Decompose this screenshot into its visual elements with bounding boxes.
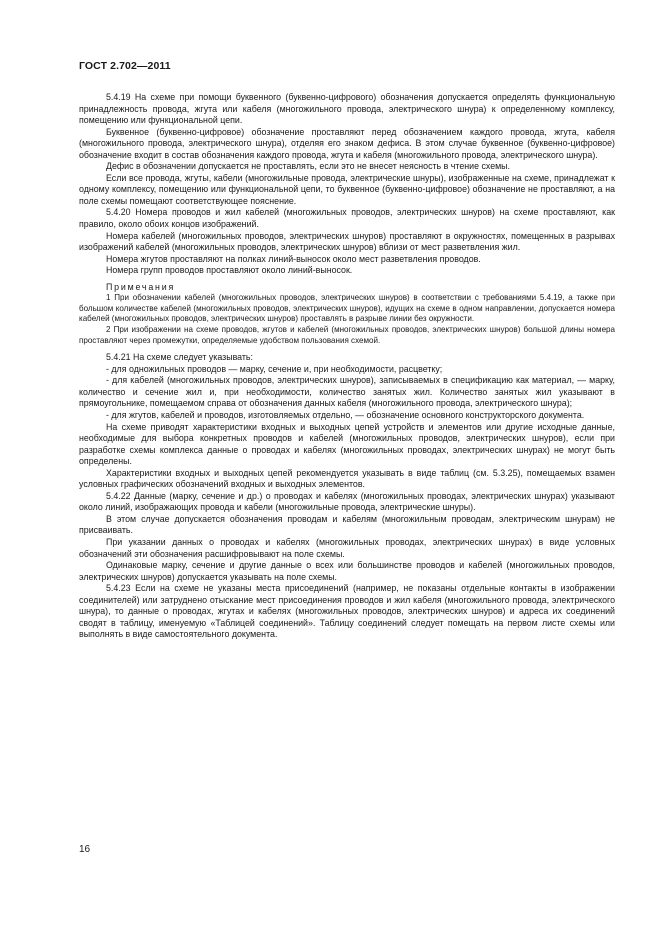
body-paragraph: В этом случае допускается обозначения проводам и кабелям (многожильным проводам, электрическим шнурам) не присваивать. — [79, 513, 615, 536]
body-paragraph: Если все провода, жгуты, кабели (многожильные провода, электрические шнуры), изображенные на схеме, принадлежат к одному комплексу, помещению или функциональной цепи, то буквенное (буквенно-цифровое) обозначение не проставляют, а на поле схемы помещают соответствующее пояснение. — [79, 172, 615, 206]
body-paragraph: При указании данных о проводах и кабелях (многожильных проводах, электрических шнурах) в виде условных обозначений эти обозначения расшифровывают на поле схемы. — [79, 537, 615, 559]
body-paragraph: Дефис в обозначении допускается не проставлять, если это не внесет неясность в чтение схемы. — [106, 161, 511, 172]
body-paragraph: Номера кабелей (многожильных проводов, электрических шнуров) проставляют в окружностях, помещенных в разрывах изображений кабелей (многожильных проводов, электрических шнуров) вблизи от мест разветвления жил. — [79, 230, 615, 253]
notes-title: Примечания — [106, 281, 176, 292]
list-item: - для жгутов, кабелей и проводов, изготовляемых отдельно, — обозначение основного конструкторского документа. — [106, 410, 585, 420]
document-header: ГОСТ 2.702—2011 — [79, 60, 171, 72]
clause-5-4-20: 5.4.20 Номера проводов и жил кабелей (многожильных проводов, электрических шнуров) на схеме проставляют, как правило, около обоих концов изображений. — [79, 207, 615, 230]
body-paragraph: Номера групп проводов проставляют около линий-выносок. — [106, 265, 353, 276]
clause-5-4-21: 5.4.21 На схеме следует указывать: — [106, 352, 254, 363]
list-item: - для кабелей (многожильных проводов, электрических шнуров), записываемых в спецификацию как материал, — марку, количество и сечение жил и, при необходимости, количество занятых жил. Количество занятых жил указывают в прямоугольнике, помещаемом справа от обозначения данных кабеля (многожильного провода, электрического шнура); — [79, 375, 615, 409]
note-item-2: 2 При изображении на схеме проводов, жгутов и кабелей (многожильных проводов, электрических шнуров) большой длины номера проставляют через промежутки, определяемые удобством пользования схемой. — [79, 325, 615, 345]
body-paragraph: Номера жгутов проставляют на полках линий-выносок около мест разветвления проводов. — [106, 253, 481, 264]
clause-5-4-19: 5.4.19 На схеме при помощи буквенного (буквенно-цифрового) обозначения допускается определять функциональную принадлежность провода, жгута или кабеля (многожильного провода, электрического шнура) к определенному комплексу, помещению или функциональной цепи. — [79, 92, 615, 126]
body-paragraph: Буквенное (буквенно-цифровое) обозначение проставляют перед обозначением каждого провода, жгута, кабеля (многожильного провода, электрического шнура), отделяя его знаком дефиса. В этом случае буквенное (буквенно-цифровое) обозначение входит в состав обозначения каждого провода, жгута и кабеля (многожильного провода, электрического шнура). — [79, 126, 615, 160]
page-number: 16 — [79, 844, 91, 855]
body-paragraph: Характеристики входных и выходных цепей рекомендуется указывать в виде таблиц (см. 5.3.25), помещаемых взамен условных графических обозначений входных и выходных элементов. — [79, 467, 615, 490]
document-body — [79, 92, 615, 641]
clause-5-4-22: 5.4.22 Данные (марку, сечение и др.) о проводах и кабелях (многожильных проводах, электрических шнурах) указывают около линий, изображающих провода и кабели (многожильные провода, электрические шнуры). — [79, 490, 615, 513]
note-item-1: 1 При обозначении кабелей (многожильных проводов, электрических шнуров) в соответствии с требованиями 5.4.19, а также при большом количестве кабелей (многожильных проводов, электрических шнуров), идущих на схеме в одном направлении, допускается номера кабелей (многожильных проводов, электрических шнуров) проставлять в разрыве линии без окружности. — [79, 293, 615, 324]
list-item: - для одножильных проводов — марку, сечение и, при необходимости, расцветку; — [106, 363, 443, 374]
body-paragraph: Одинаковые марку, сечение и другие данные о всех или большинстве проводов и кабелей (многожильных проводов, электрических шнуров) допускается указывать на поле схемы. — [79, 560, 615, 582]
body-paragraph: На схеме приводят характеристики входных и выходных цепей устройств и элементов или другие исходные данные, необходимые для выбора конкретных проводов и кабелей (многожильных проводов, электрических шнуров), если при разработке схемы комплекса данные о проводах и кабелях (многожильных проводах, электрических шнурах) не могут быть определены. — [79, 421, 615, 467]
clause-5-4-23: 5.4.23 Если на схеме не указаны места присоединений (например, не показаны отдельные контакты в изображении соединителей) или затруднено отыскание мест присоединения проводов и жил кабеля (многожильного провода, электрического шнура), то данные о проводах, жгутах и кабелях (многожильных проводов, электрических шнуров) и адреса их соединений сводят в таблицу, именуемую «Таблицей соединений». Таблицу соединений следует помещать на первом листе схемы или выполнять в виде самостоятельного документа. — [79, 583, 615, 640]
